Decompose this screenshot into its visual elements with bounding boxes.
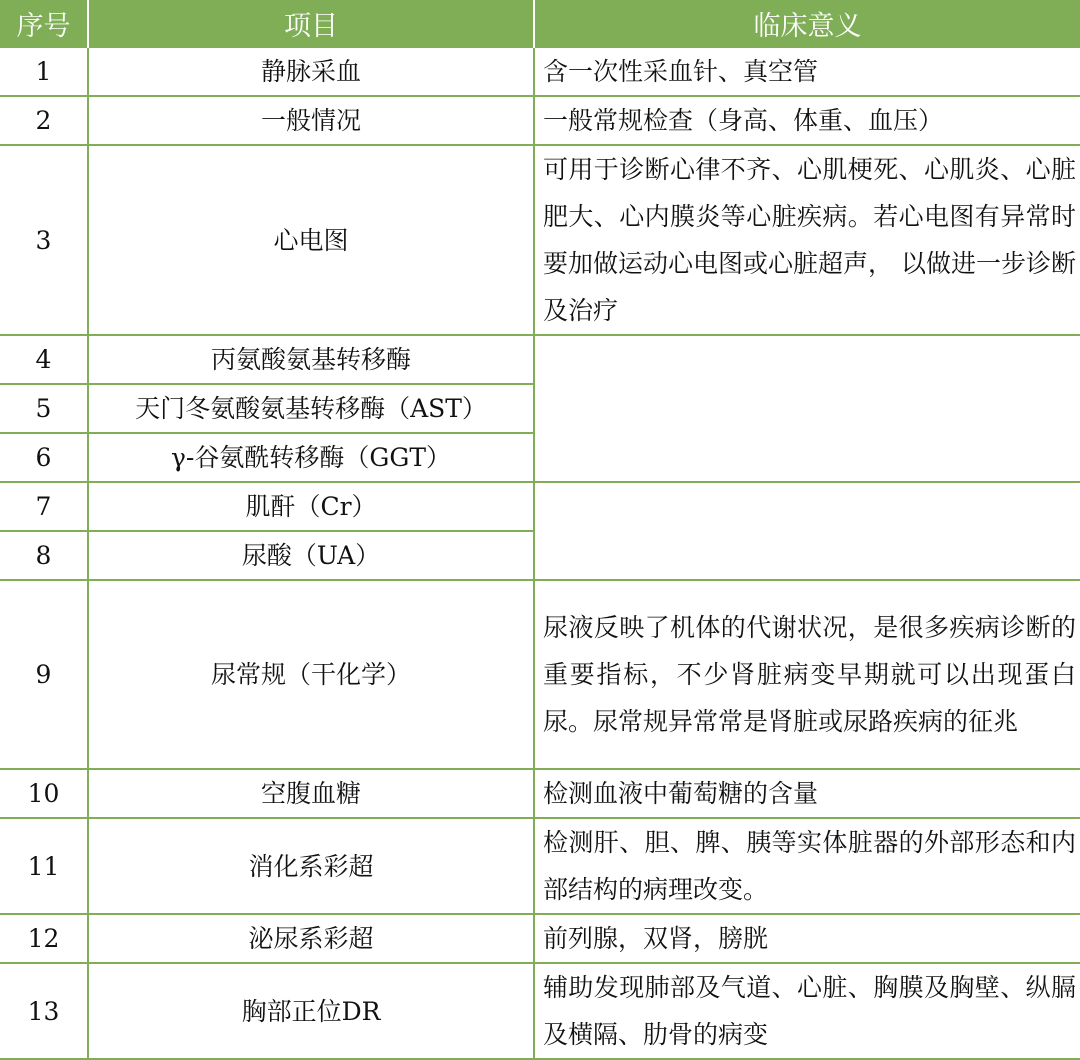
row-no: 2: [0, 96, 88, 145]
row-desc: [534, 580, 1080, 769]
row-desc-text: 含一次性采血针、真空管: [543, 57, 819, 86]
row-item: 消化系彩超: [88, 818, 534, 914]
row-no: 8: [0, 531, 88, 580]
header-no: 序号: [0, 0, 88, 47]
table-row: [0, 963, 1080, 1059]
row-no: 13: [0, 963, 88, 1059]
row-item: 一般情况: [88, 96, 534, 145]
row-item: γ-谷氨酰转移酶（GGT）: [88, 433, 534, 482]
row-item: 心电图: [88, 145, 534, 335]
table-row: [0, 769, 1080, 818]
row-no: 7: [0, 482, 88, 531]
header-desc: 临床意义: [534, 0, 1080, 47]
row-desc: [534, 145, 1080, 335]
header-item: 项目: [88, 0, 534, 47]
row-no: 3: [0, 145, 88, 335]
row-desc-text: 检测血液中葡萄糖的含量: [543, 779, 819, 808]
row-item: 尿常规（干化学）: [88, 580, 534, 769]
table-row: [0, 482, 1080, 531]
row-no: 6: [0, 433, 88, 482]
row-desc: [534, 914, 1080, 963]
row-item: 空腹血糖: [88, 769, 534, 818]
row-desc-text: 尿液反映了机体的代谢状况，是很多疾病诊断的重要指标，不少肾脏病变早期就可以出现蛋白尿。尿常规异常常是肾脏或尿路疾病的征兆: [543, 613, 1076, 736]
table-row: [0, 145, 1080, 335]
row-no: 10: [0, 769, 88, 818]
table-header-row: [0, 0, 1080, 47]
row-item: 丙氨酸氨基转移酶: [88, 335, 534, 384]
row-desc: [534, 963, 1080, 1059]
row-no: 9: [0, 580, 88, 769]
row-desc: [534, 769, 1080, 818]
row-item: 尿酸（UA）: [88, 531, 534, 580]
row-no: 4: [0, 335, 88, 384]
row-item: 静脉采血: [88, 47, 534, 96]
row-desc: [534, 818, 1080, 914]
table-row: [0, 47, 1080, 96]
row-desc-text: 可用于诊断心律不齐、心肌梗死、心肌炎、心脏肥大、心内膜炎等心脏疾病。若心电图有异常时要加做运动心电图或心脏超声， 以做进一步诊断及治疗: [543, 155, 1076, 325]
row-no: 12: [0, 914, 88, 963]
row-no: 1: [0, 47, 88, 96]
row-desc-text: 检测肝、胆、脾、胰等实体脏器的外部形态和内部结构的病理改变。: [543, 828, 1076, 904]
row-no: 11: [0, 818, 88, 914]
kidney-function-desc: [534, 482, 1080, 580]
row-item: 泌尿系彩超: [88, 914, 534, 963]
row-desc-text: 一般常规检查（身高、体重、血压）: [543, 106, 944, 135]
row-item: 胸部正位DR: [88, 963, 534, 1059]
table-row: [0, 96, 1080, 145]
row-desc-text: 前列腺，双肾，膀胱: [543, 924, 769, 953]
row-no: 5: [0, 384, 88, 433]
row-desc-text: 辅助发现肺部及气道、心脏、胸膜及胸壁、纵膈及横隔、肋骨的病变: [543, 973, 1076, 1049]
row-item: 天门冬氨酸氨基转移酶（AST）: [88, 384, 534, 433]
row-desc: [534, 96, 1080, 145]
table-row: [0, 818, 1080, 914]
table-row: [0, 580, 1080, 769]
row-item: 肌酐（Cr）: [88, 482, 534, 531]
liver-function-desc: [534, 335, 1080, 482]
row-desc: [534, 47, 1080, 96]
table-row: [0, 914, 1080, 963]
table-row: [0, 335, 1080, 384]
